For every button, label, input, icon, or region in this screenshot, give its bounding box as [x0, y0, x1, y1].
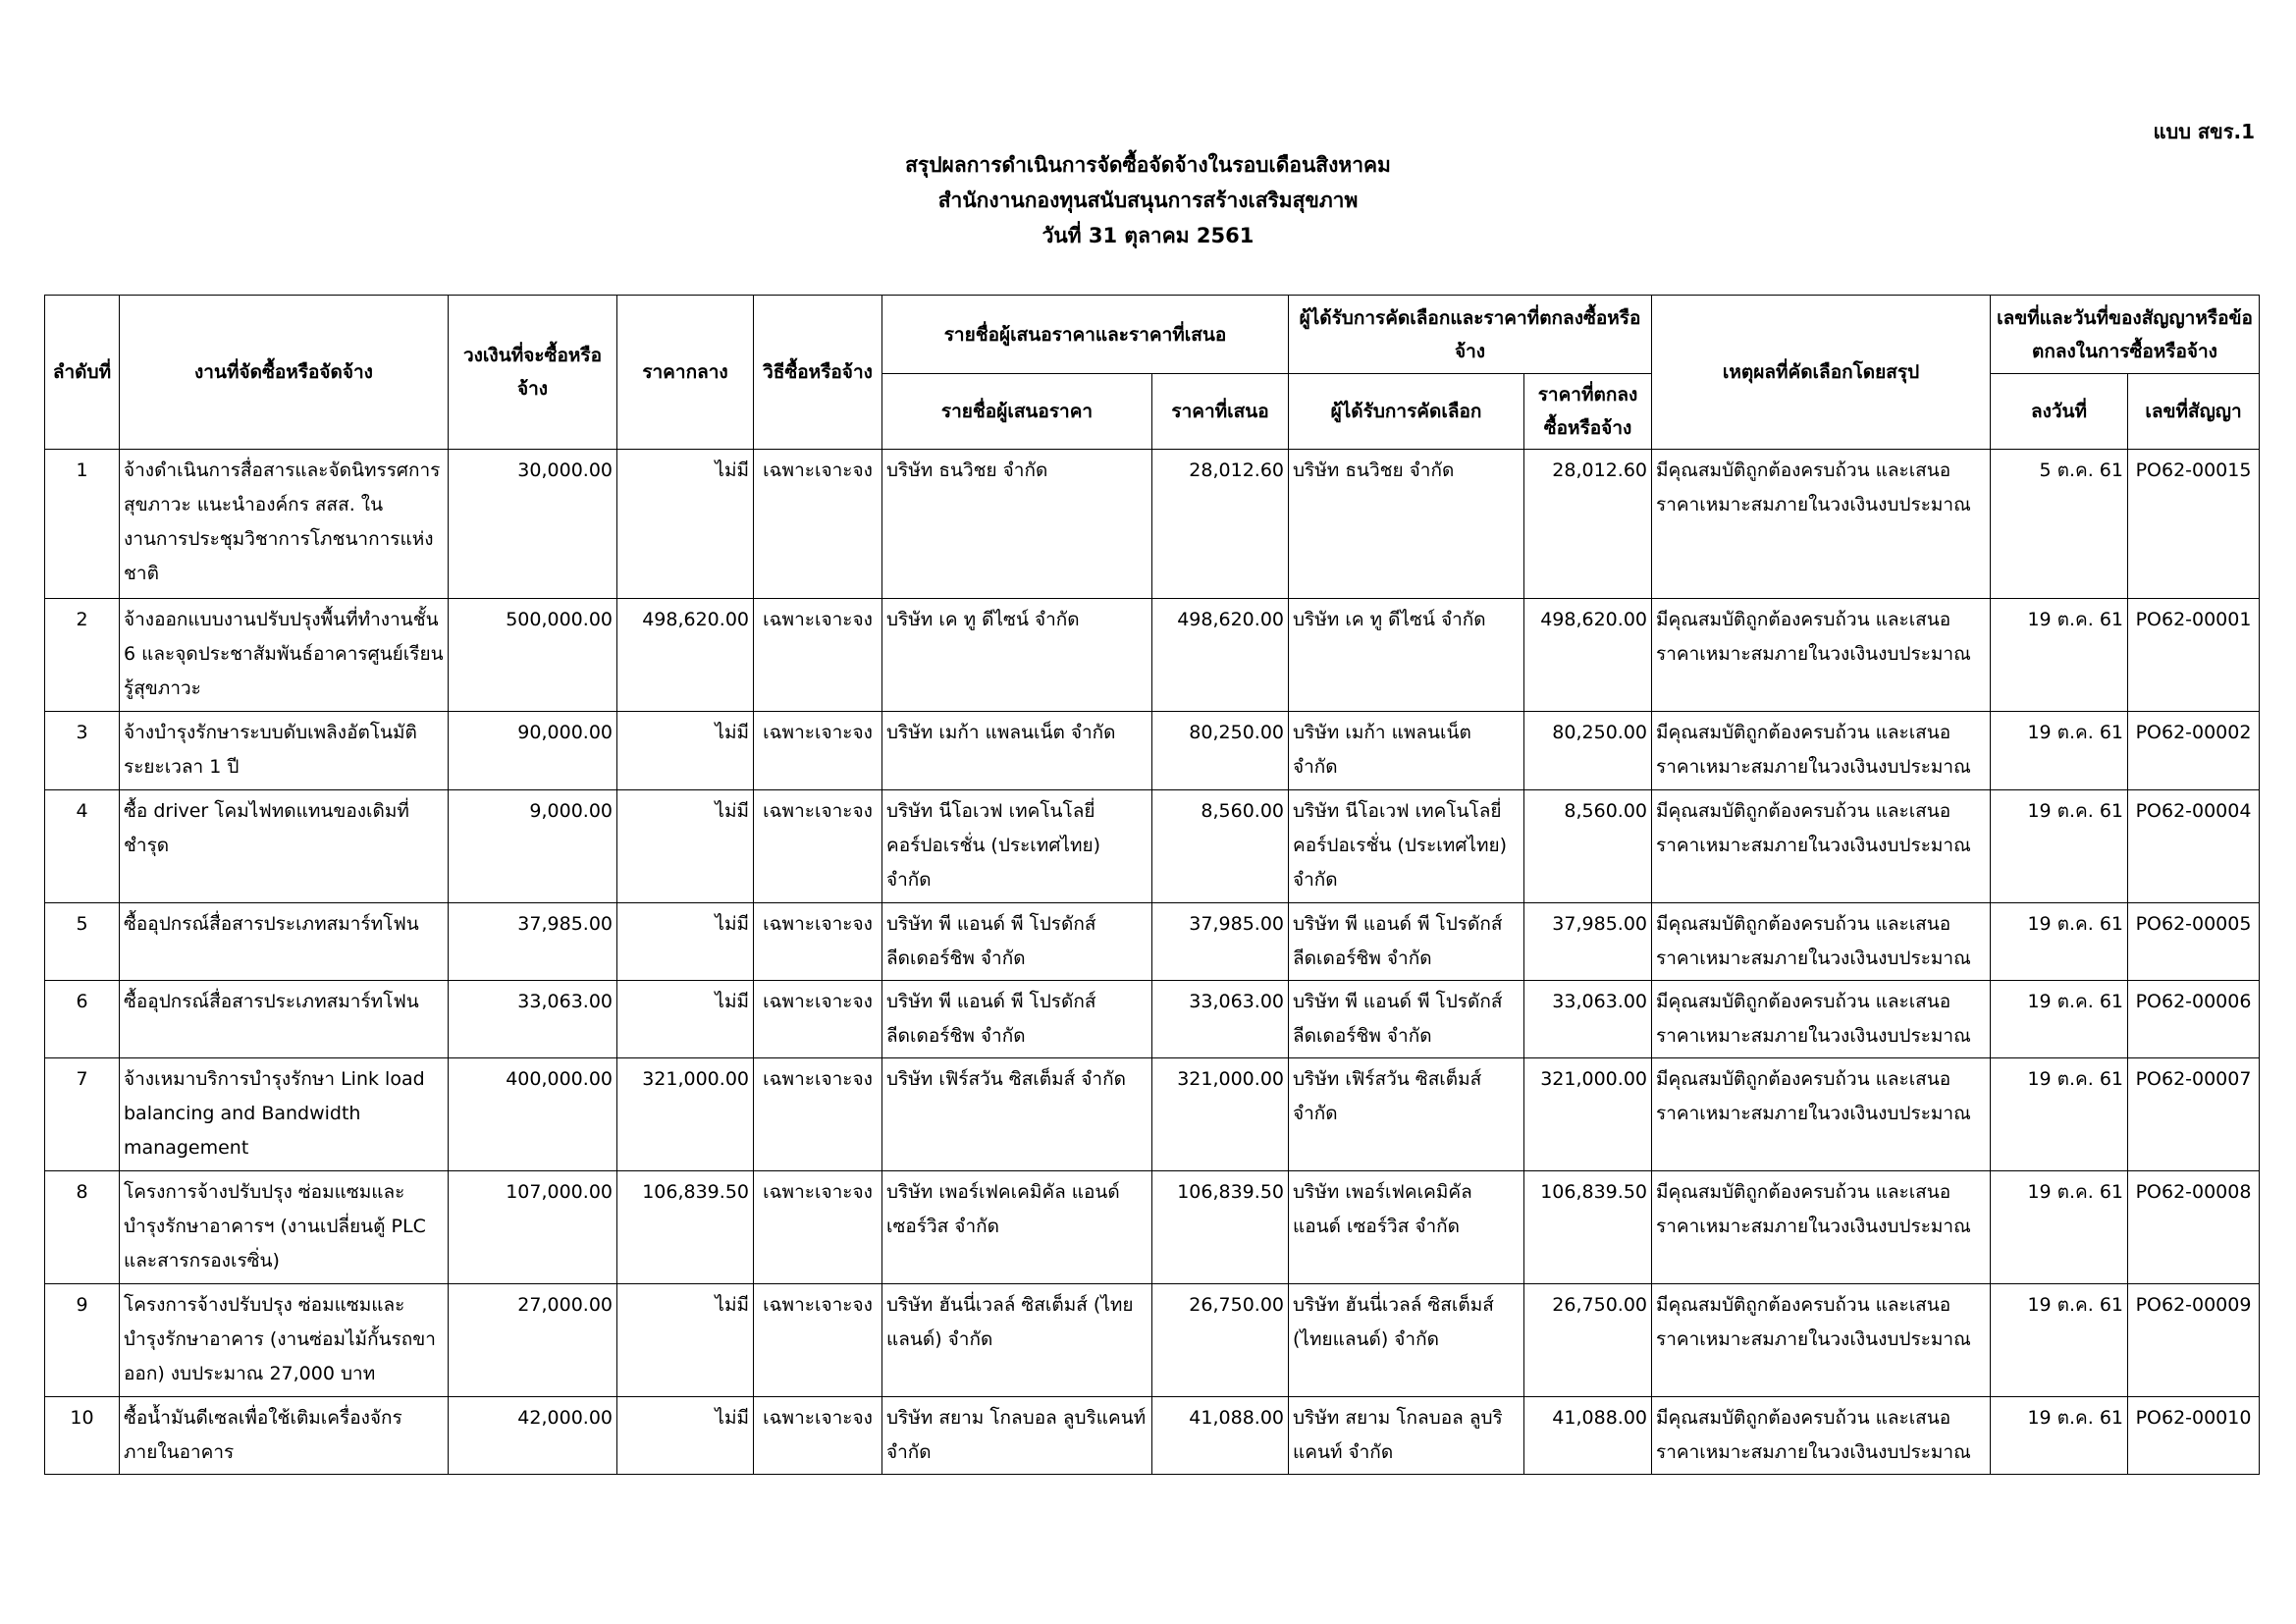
cell-bidder: บริษัท พี แอนด์ พี โปรดักส์ ลีดเดอร์ชิพ จำกัด — [882, 903, 1152, 981]
cell-agreed-price: 28,012.60 — [1524, 450, 1652, 599]
cell-contract-no: PO62-00010 — [2128, 1397, 2260, 1475]
cell-work: โครงการจ้างปรับปรุง ซ่อมแซมและบำรุงรักษาอาคาร (งานซ่อมไม้กั้นรถขาออก) งบประมาณ 27,000 บาท — [120, 1284, 449, 1397]
cell-budget: 400,000.00 — [449, 1058, 617, 1171]
cell-bidder: บริษัท เฟิร์สวัน ซิสเต็มส์ จำกัด — [882, 1058, 1152, 1171]
cell-median: ไม่มี — [617, 981, 754, 1058]
cell-agreed-price: 8,560.00 — [1524, 790, 1652, 903]
cell-agreed-price: 498,620.00 — [1524, 599, 1652, 712]
cell-method: เฉพาะเจาะจง — [754, 1284, 882, 1397]
cell-selected: บริษัท สยาม โกลบอล ลูบริแคนท์ จำกัด — [1289, 1397, 1524, 1475]
table-row — [45, 790, 2260, 903]
cell-bid-price: 41,088.00 — [1152, 1397, 1289, 1475]
col-selected-name-header: ผู้ได้รับการคัดเลือก — [1289, 374, 1524, 450]
table-body — [45, 450, 2260, 1475]
cell-contract-date: 19 ต.ค. 61 — [1991, 1284, 2128, 1397]
cell-agreed-price: 41,088.00 — [1524, 1397, 1652, 1475]
cell-bidder: บริษัท ฮันนี่เวลล์ ซิสเต็มส์ (ไทยแลนด์) จำกัด — [882, 1284, 1152, 1397]
heading-title: สรุปผลการดำเนินการจัดซื้อจัดจ้างในรอบเดือนสิงหาคม — [905, 153, 1391, 177]
col-budget-header: วงเงินที่จะซื้อหรือจ้าง — [449, 296, 617, 450]
heading-date: วันที่ 31 ตุลาคม 2561 — [1041, 224, 1255, 247]
cell-median: 498,620.00 — [617, 599, 754, 712]
cell-work: ซื้ออุปกรณ์สื่อสารประเภทสมาร์ทโฟน — [120, 981, 449, 1058]
col-no-header: ลำดับที่ — [45, 296, 120, 450]
cell-no: 3 — [45, 712, 120, 790]
cell-budget: 37,985.00 — [449, 903, 617, 981]
cell-bid-price: 33,063.00 — [1152, 981, 1289, 1058]
cell-contract-no: PO62-00005 — [2128, 903, 2260, 981]
cell-contract-no: PO62-00007 — [2128, 1058, 2260, 1171]
cell-method: เฉพาะเจาะจง — [754, 790, 882, 903]
cell-method: เฉพาะเจาะจง — [754, 1397, 882, 1475]
cell-budget: 33,063.00 — [449, 981, 617, 1058]
cell-reason: มีคุณสมบัติถูกต้องครบถ้วน และเสนอราคาเหมาะสมภายในวงเงินงบประมาณ — [1652, 903, 1991, 981]
cell-contract-date: 19 ต.ค. 61 — [1991, 599, 2128, 712]
cell-method: เฉพาะเจาะจง — [754, 1058, 882, 1171]
table-row — [45, 450, 2260, 599]
cell-bidder: บริษัท เค ทู ดีไซน์ จำกัด — [882, 599, 1152, 712]
cell-selected: บริษัท เมก้า แพลนเน็ต จำกัด — [1289, 712, 1524, 790]
cell-method: เฉพาะเจาะจง — [754, 1171, 882, 1284]
document-heading — [0, 147, 2296, 253]
cell-contract-date: 19 ต.ค. 61 — [1991, 712, 2128, 790]
col-reason-header: เหตุผลที่คัดเลือกโดยสรุป — [1652, 296, 1991, 450]
cell-work: จ้างออกแบบงานปรับปรุงพื้นที่ทำงานชั้น 6 และจุดประชาสัมพันธ์อาคารศูนย์เรียนรู้สุขภาวะ — [120, 599, 449, 712]
table-row — [45, 1284, 2260, 1397]
cell-budget: 42,000.00 — [449, 1397, 617, 1475]
cell-no: 5 — [45, 903, 120, 981]
cell-selected: บริษัท พี แอนด์ พี โปรดักส์ ลีดเดอร์ชิพ จำกัด — [1289, 981, 1524, 1058]
cell-no: 10 — [45, 1397, 120, 1475]
cell-work: จ้างเหมาบริการบำรุงรักษา Link load balancing and Bandwidth management — [120, 1058, 449, 1171]
table-row — [45, 712, 2260, 790]
cell-bidder: บริษัท สยาม โกลบอล ลูบริแคนท์ จำกัด — [882, 1397, 1152, 1475]
cell-bid-price: 26,750.00 — [1152, 1284, 1289, 1397]
cell-contract-no: PO62-00002 — [2128, 712, 2260, 790]
cell-bid-price: 37,985.00 — [1152, 903, 1289, 981]
cell-contract-date: 19 ต.ค. 61 — [1991, 981, 2128, 1058]
cell-method: เฉพาะเจาะจง — [754, 981, 882, 1058]
cell-bidder: บริษัท เพอร์เฟคเคมิคัล แอนด์ เซอร์วิส จำกัด — [882, 1171, 1152, 1284]
cell-selected: บริษัท ธนวิชย จำกัด — [1289, 450, 1524, 599]
table-row — [45, 599, 2260, 712]
cell-reason: มีคุณสมบัติถูกต้องครบถ้วน และเสนอราคาเหมาะสมภายในวงเงินงบประมาณ — [1652, 599, 1991, 712]
cell-bid-price: 28,012.60 — [1152, 450, 1289, 599]
col-bid-price-header: ราคาที่เสนอ — [1152, 374, 1289, 450]
cell-agreed-price: 33,063.00 — [1524, 981, 1652, 1058]
cell-no: 2 — [45, 599, 120, 712]
cell-median: ไม่มี — [617, 790, 754, 903]
cell-reason: มีคุณสมบัติถูกต้องครบถ้วน และเสนอราคาเหมาะสมภายในวงเงินงบประมาณ — [1652, 712, 1991, 790]
cell-agreed-price: 321,000.00 — [1524, 1058, 1652, 1171]
cell-selected: บริษัท พี แอนด์ พี โปรดักส์ ลีดเดอร์ชิพ จำกัด — [1289, 903, 1524, 981]
col-median-header: ราคากลาง — [617, 296, 754, 450]
cell-bidder: บริษัท ธนวิชย จำกัด — [882, 450, 1152, 599]
col-contract-no-header: เลขที่สัญญา — [2128, 374, 2260, 450]
cell-selected: บริษัท เฟิร์สวัน ซิสเต็มส์ จำกัด — [1289, 1058, 1524, 1171]
cell-no: 9 — [45, 1284, 120, 1397]
cell-bid-price: 8,560.00 — [1152, 790, 1289, 903]
col-contract-date-header: ลงวันที่ — [1991, 374, 2128, 450]
cell-method: เฉพาะเจาะจง — [754, 712, 882, 790]
cell-method: เฉพาะเจาะจง — [754, 903, 882, 981]
cell-contract-date: 19 ต.ค. 61 — [1991, 1171, 2128, 1284]
cell-median: ไม่มี — [617, 450, 754, 599]
cell-budget: 30,000.00 — [449, 450, 617, 599]
cell-contract-no: PO62-00008 — [2128, 1171, 2260, 1284]
cell-bidder: บริษัท นีโอเวฟ เทคโนโลยี่ คอร์ปอเรชั่น (ประเทศไทย) จำกัด — [882, 790, 1152, 903]
cell-reason: มีคุณสมบัติถูกต้องครบถ้วน และเสนอราคาเหมาะสมภายในวงเงินงบประมาณ — [1652, 1284, 1991, 1397]
cell-agreed-price: 26,750.00 — [1524, 1284, 1652, 1397]
cell-reason: มีคุณสมบัติถูกต้องครบถ้วน และเสนอราคาเหมาะสมภายในวงเงินงบประมาณ — [1652, 1171, 1991, 1284]
col-agreed-price-header: ราคาที่ตกลงซื้อหรือจ้าง — [1524, 374, 1652, 450]
cell-agreed-price: 80,250.00 — [1524, 712, 1652, 790]
table-row — [45, 981, 2260, 1058]
table-row — [45, 903, 2260, 981]
cell-budget: 9,000.00 — [449, 790, 617, 903]
cell-contract-no: PO62-00004 — [2128, 790, 2260, 903]
cell-budget: 107,000.00 — [449, 1171, 617, 1284]
cell-reason: มีคุณสมบัติถูกต้องครบถ้วน และเสนอราคาเหมาะสมภายในวงเงินงบประมาณ — [1652, 450, 1991, 599]
cell-work: โครงการจ้างปรับปรุง ซ่อมแซมและบำรุงรักษาอาคารฯ (งานเปลี่ยนตู้ PLC และสารกรองเรซิ่น) — [120, 1171, 449, 1284]
cell-no: 6 — [45, 981, 120, 1058]
col-work-header: งานที่จัดซื้อหรือจัดจ้าง — [120, 296, 449, 450]
cell-bid-price: 321,000.00 — [1152, 1058, 1289, 1171]
cell-median: 106,839.50 — [617, 1171, 754, 1284]
cell-contract-date: 19 ต.ค. 61 — [1991, 1397, 2128, 1475]
form-code: แบบ สขร.1 — [2153, 120, 2255, 143]
cell-median: ไม่มี — [617, 1397, 754, 1475]
cell-no: 7 — [45, 1058, 120, 1171]
cell-selected: บริษัท เพอร์เฟคเคมิคัล แอนด์ เซอร์วิส จำกัด — [1289, 1171, 1524, 1284]
cell-contract-date: 5 ต.ค. 61 — [1991, 450, 2128, 599]
cell-reason: มีคุณสมบัติถูกต้องครบถ้วน และเสนอราคาเหมาะสมภายในวงเงินงบประมาณ — [1652, 981, 1991, 1058]
cell-selected: บริษัท เค ทู ดีไซน์ จำกัด — [1289, 599, 1524, 712]
cell-no: 4 — [45, 790, 120, 903]
col-contract-group-header: เลขที่และวันที่ของสัญญาหรือข้อตกลงในการซื้อหรือจ้าง — [1991, 296, 2260, 374]
col-method-header: วิธีซื้อหรือจ้าง — [754, 296, 882, 450]
cell-contract-date: 19 ต.ค. 61 — [1991, 1058, 2128, 1171]
heading-agency: สำนักงานกองทุนสนับสนุนการสร้างเสริมสุขภาพ — [937, 189, 1359, 212]
col-bidder-name-header: รายชื่อผู้เสนอราคา — [882, 374, 1152, 450]
cell-contract-date: 19 ต.ค. 61 — [1991, 790, 2128, 903]
cell-work: ซื้ออุปกรณ์สื่อสารประเภทสมาร์ทโฟน — [120, 903, 449, 981]
table-row — [45, 1058, 2260, 1171]
col-bidders-group-header: รายชื่อผู้เสนอราคาและราคาที่เสนอ — [882, 296, 1289, 374]
table-row — [45, 1397, 2260, 1475]
cell-no: 1 — [45, 450, 120, 599]
cell-budget: 500,000.00 — [449, 599, 617, 712]
cell-median: ไม่มี — [617, 903, 754, 981]
cell-bidder: บริษัท เมก้า แพลนเน็ต จำกัด — [882, 712, 1152, 790]
cell-median: ไม่มี — [617, 1284, 754, 1397]
cell-median: 321,000.00 — [617, 1058, 754, 1171]
cell-contract-no: PO62-00006 — [2128, 981, 2260, 1058]
cell-work: ซื้อ driver โคมไฟทดแทนของเดิมที่ชำรุด — [120, 790, 449, 903]
cell-selected: บริษัท นีโอเวฟ เทคโนโลยี่ คอร์ปอเรชั่น (ประเทศไทย) จำกัด — [1289, 790, 1524, 903]
cell-bid-price: 498,620.00 — [1152, 599, 1289, 712]
cell-reason: มีคุณสมบัติถูกต้องครบถ้วน และเสนอราคาเหมาะสมภายในวงเงินงบประมาณ — [1652, 790, 1991, 903]
cell-median: ไม่มี — [617, 712, 754, 790]
cell-contract-no: PO62-00015 — [2128, 450, 2260, 599]
cell-contract-date: 19 ต.ค. 61 — [1991, 903, 2128, 981]
cell-reason: มีคุณสมบัติถูกต้องครบถ้วน และเสนอราคาเหมาะสมภายในวงเงินงบประมาณ — [1652, 1397, 1991, 1475]
cell-agreed-price: 106,839.50 — [1524, 1171, 1652, 1284]
procurement-table — [44, 295, 2260, 1475]
cell-bid-price: 80,250.00 — [1152, 712, 1289, 790]
cell-work: จ้างบำรุงรักษาระบบดับเพลิงอัตโนมัติ ระยะเวลา 1 ปี — [120, 712, 449, 790]
table-header — [45, 296, 2260, 450]
cell-reason: มีคุณสมบัติถูกต้องครบถ้วน และเสนอราคาเหมาะสมภายในวงเงินงบประมาณ — [1652, 1058, 1991, 1171]
cell-method: เฉพาะเจาะจง — [754, 599, 882, 712]
cell-bid-price: 106,839.50 — [1152, 1171, 1289, 1284]
cell-work: จ้างดำเนินการสื่อสารและจัดนิทรรศการสุขภาวะ แนะนำองค์กร สสส. ในงานการประชุมวิชาการโภชนาการแห่งชาติ — [120, 450, 449, 599]
cell-no: 8 — [45, 1171, 120, 1284]
cell-method: เฉพาะเจาะจง — [754, 450, 882, 599]
cell-selected: บริษัท ฮันนี่เวลล์ ซิสเต็มส์ (ไทยแลนด์) จำกัด — [1289, 1284, 1524, 1397]
cell-budget: 90,000.00 — [449, 712, 617, 790]
cell-bidder: บริษัท พี แอนด์ พี โปรดักส์ ลีดเดอร์ชิพ จำกัด — [882, 981, 1152, 1058]
cell-contract-no: PO62-00001 — [2128, 599, 2260, 712]
cell-work: ซื้อน้ำมันดีเซลเพื่อใช้เติมเครื่องจักรภายในอาคาร — [120, 1397, 449, 1475]
cell-contract-no: PO62-00009 — [2128, 1284, 2260, 1397]
col-selected-group-header: ผู้ได้รับการคัดเลือกและราคาที่ตกลงซื้อหรือจ้าง — [1289, 296, 1652, 374]
cell-budget: 27,000.00 — [449, 1284, 617, 1397]
cell-agreed-price: 37,985.00 — [1524, 903, 1652, 981]
table-row — [45, 1171, 2260, 1284]
